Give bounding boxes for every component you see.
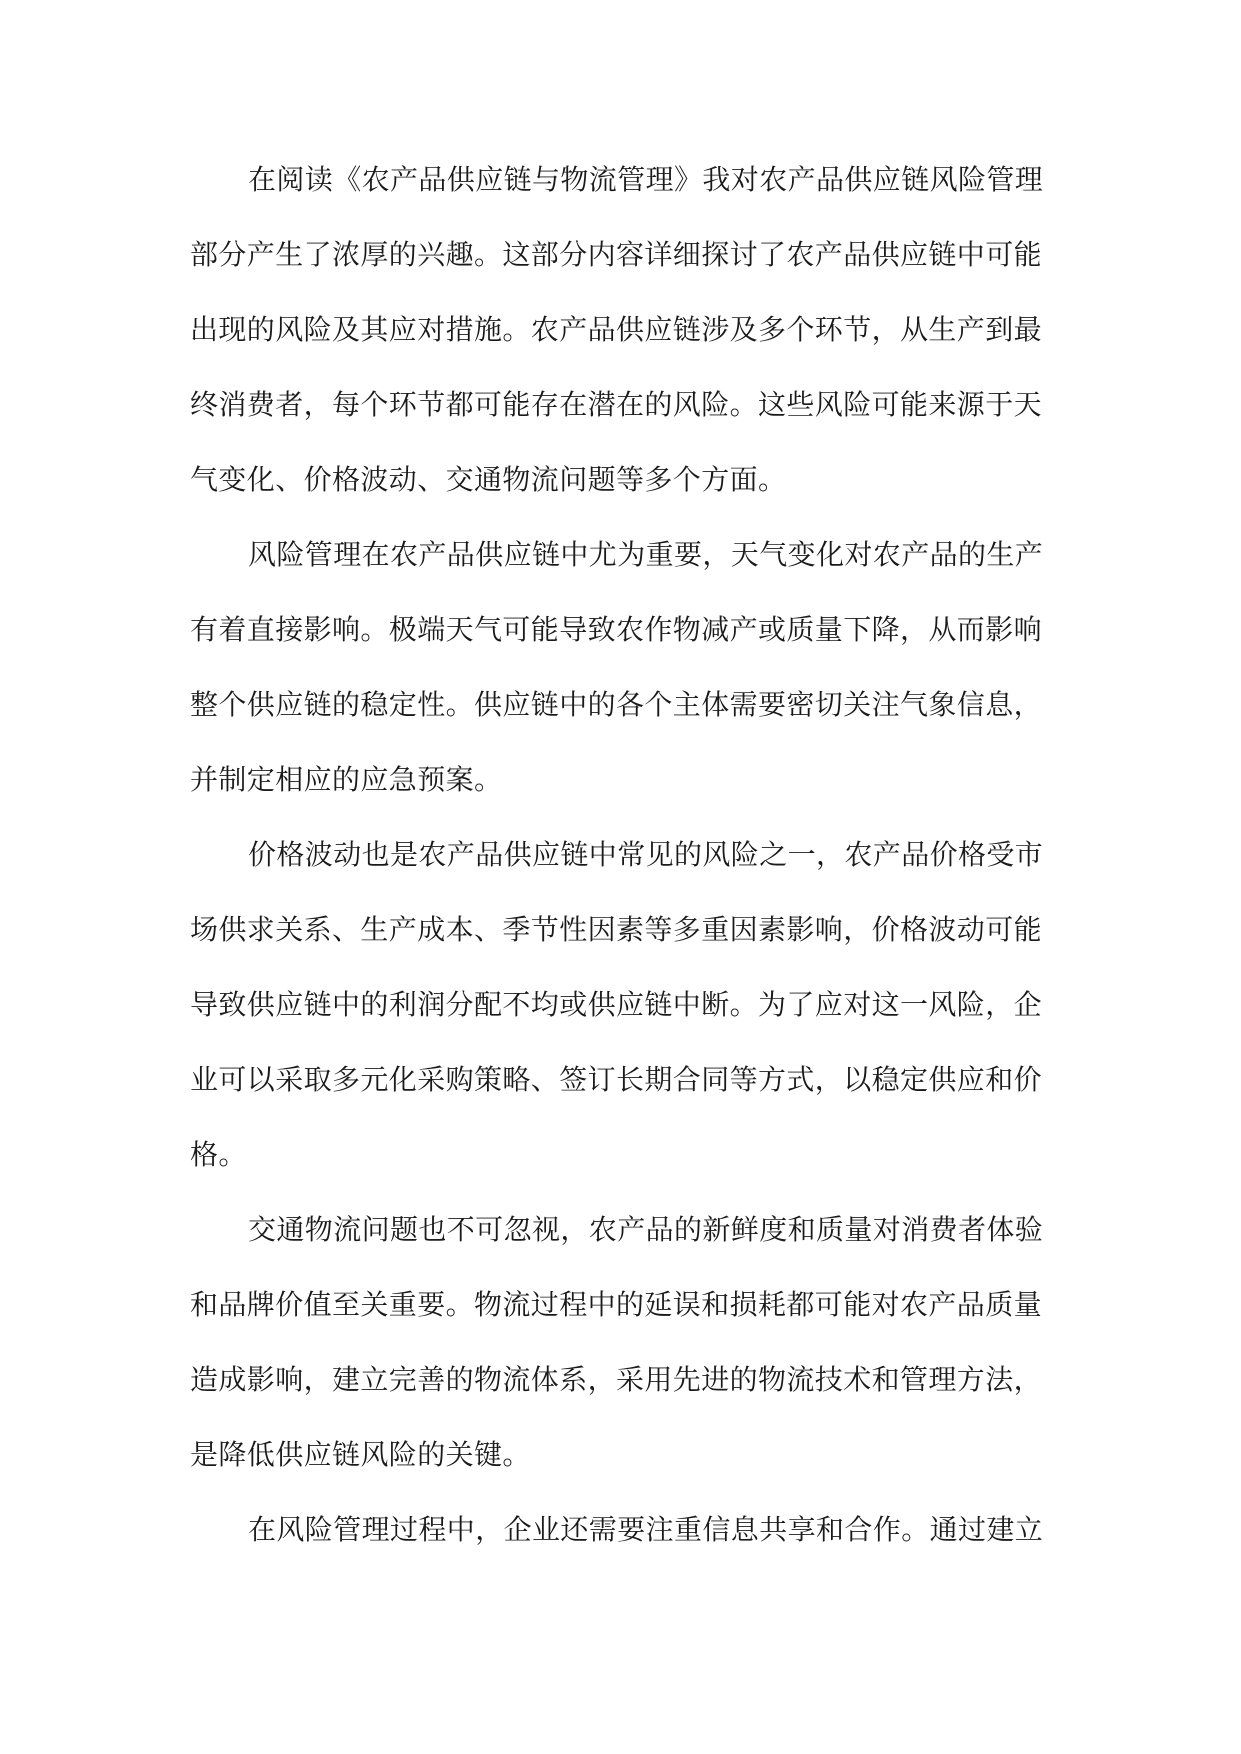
text-line: 导致供应链中的利润分配不均或供应链中断。为了应对这一风险，企 [190,988,1043,1021]
text-line: 有着直接影响。极端天气可能导致农作物减产或质量下降，从而影响 [190,613,1043,646]
paragraph-1 [190,142,1060,517]
paragraph-2 [190,517,1060,817]
text-line: 价格波动也是农产品供应链中常见的风险之一，农产品价格受市 [248,838,1044,871]
text-line: 风险管理在农产品供应链中尤为重要，天气变化对农产品的生产 [248,538,1044,571]
text-line: 格。 [190,1138,247,1171]
text-line: 并制定相应的应急预案。 [190,763,503,796]
text-line: 交通物流问题也不可忽视，农产品的新鲜度和质量对消费者体验 [248,1213,1044,1246]
text-line: 是降低供应链风险的关键。 [190,1438,531,1471]
text-line: 部分产生了浓厚的兴趣。这部分内容详细探讨了农产品供应链中可能 [190,238,1043,271]
text-line: 场供求关系、生产成本、季节性因素等多重因素影响，价格波动可能 [190,913,1043,946]
text-line: 造成影响，建立完善的物流体系，采用先进的物流技术和管理方法， [190,1363,1043,1396]
paragraph-4 [190,1192,1060,1492]
text-line: 整个供应链的稳定性。供应链中的各个主体需要密切关注气象信息， [190,688,1043,721]
paragraph-5 [190,1492,1060,1567]
text-line: 和品牌价值至关重要。物流过程中的延误和损耗都可能对农产品质量 [190,1288,1043,1321]
text-line: 在阅读《农产品供应链与物流管理》我对农产品供应链风险管理 [248,163,1044,196]
text-line: 业可以采取多元化采购策略、签订长期合同等方式，以稳定供应和价 [190,1063,1043,1096]
text-line: 气变化、价格波动、交通物流问题等多个方面。 [190,463,787,496]
paragraph-3 [190,817,1060,1192]
text-line: 出现的风险及其应对措施。农产品供应链涉及多个环节，从生产到最 [190,313,1043,346]
text-line: 终消费者，每个环节都可能存在潜在的风险。这些风险可能来源于天 [190,388,1043,421]
document-body [190,142,1060,1567]
text-line: 在风险管理过程中，企业还需要注重信息共享和合作。通过建立 [248,1513,1044,1546]
